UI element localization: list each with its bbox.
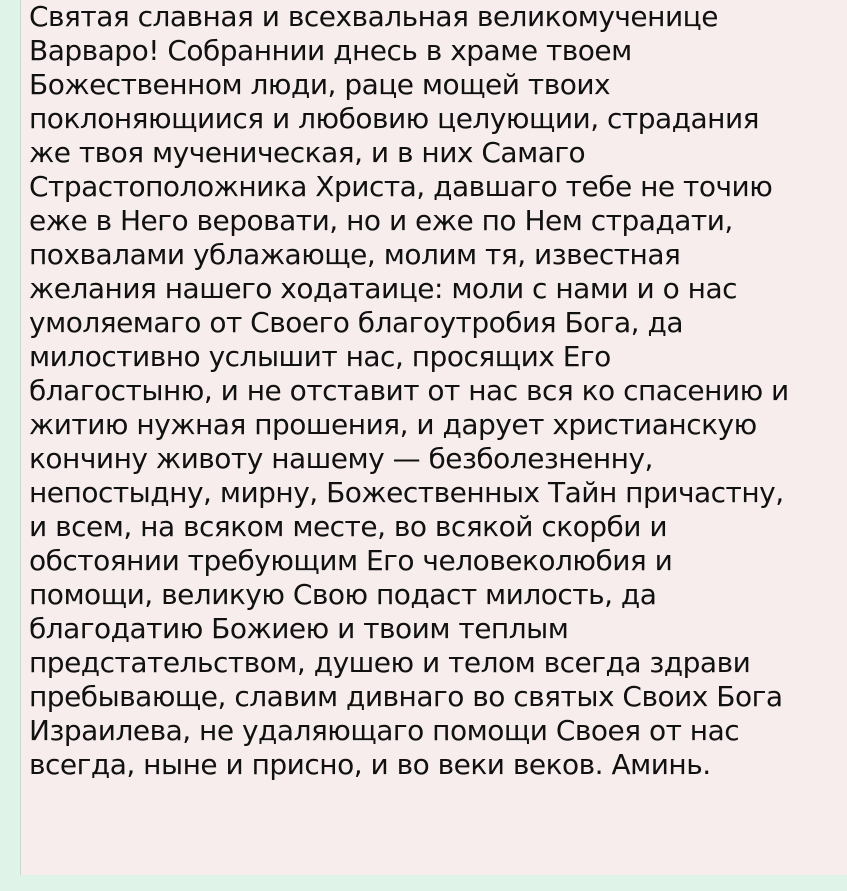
prayer-line: умоляемаго от Своего благоутробия Бога, да bbox=[29, 306, 683, 339]
prayer-line: Варваро! Собраннии днесь в храме твоем bbox=[29, 34, 632, 67]
prayer-line: поклоняющиися и любовию целующии, страдания bbox=[29, 102, 760, 135]
prayer-line: непостыдну, мирну, Божественных Тайн причастну, bbox=[29, 476, 784, 509]
prayer-line: желания нашего ходатаице: моли с нами и о нас bbox=[29, 272, 738, 305]
prayer-line: Божественном люди, раце мощей твоих bbox=[29, 68, 611, 101]
prayer-line: пребывающе, славим дивнаго во святых Своих Бога bbox=[29, 680, 783, 713]
prayer-line: всегда, ныне и присно, и во веки веков. Аминь. bbox=[29, 748, 711, 781]
prayer-line: и всем, на всяком месте, во всякой скорби и bbox=[29, 510, 668, 543]
prayer-line: милостивно услышит нас, просящих Его bbox=[29, 340, 611, 373]
prayer-text bbox=[29, 0, 789, 782]
prayer-line: похвалами ублажающе, молим тя, известная bbox=[29, 238, 681, 271]
prayer-line: еже в Него веровати, но и еже по Нем страдати, bbox=[29, 204, 733, 237]
text-panel bbox=[20, 0, 847, 875]
prayer-line: Святая славная и всехвальная великомученице bbox=[29, 0, 718, 33]
prayer-line: житию нужная прошения, и дарует христианскую bbox=[29, 408, 757, 441]
prayer-line: Страстоположника Христа, давшаго тебе не точию bbox=[29, 170, 773, 203]
prayer-line: обстоянии требующим Его человеколюбия и bbox=[29, 544, 673, 577]
prayer-line: кончину животу нашему — безболезненну, bbox=[29, 442, 653, 475]
prayer-line: благодатию Божиею и твоим теплым bbox=[29, 612, 569, 645]
prayer-line: благостыню, и не отставит от нас вся ко спасению и bbox=[29, 374, 789, 407]
prayer-line: предстательством, душею и телом всегда здрави bbox=[29, 646, 751, 679]
prayer-line: помощи, великую Свою подаст милость, да bbox=[29, 578, 657, 611]
prayer-line: Израилева, не удаляющаго помощи Своея от нас bbox=[29, 714, 740, 747]
prayer-line: же твоя мученическая, и в них Самаго bbox=[29, 136, 586, 169]
